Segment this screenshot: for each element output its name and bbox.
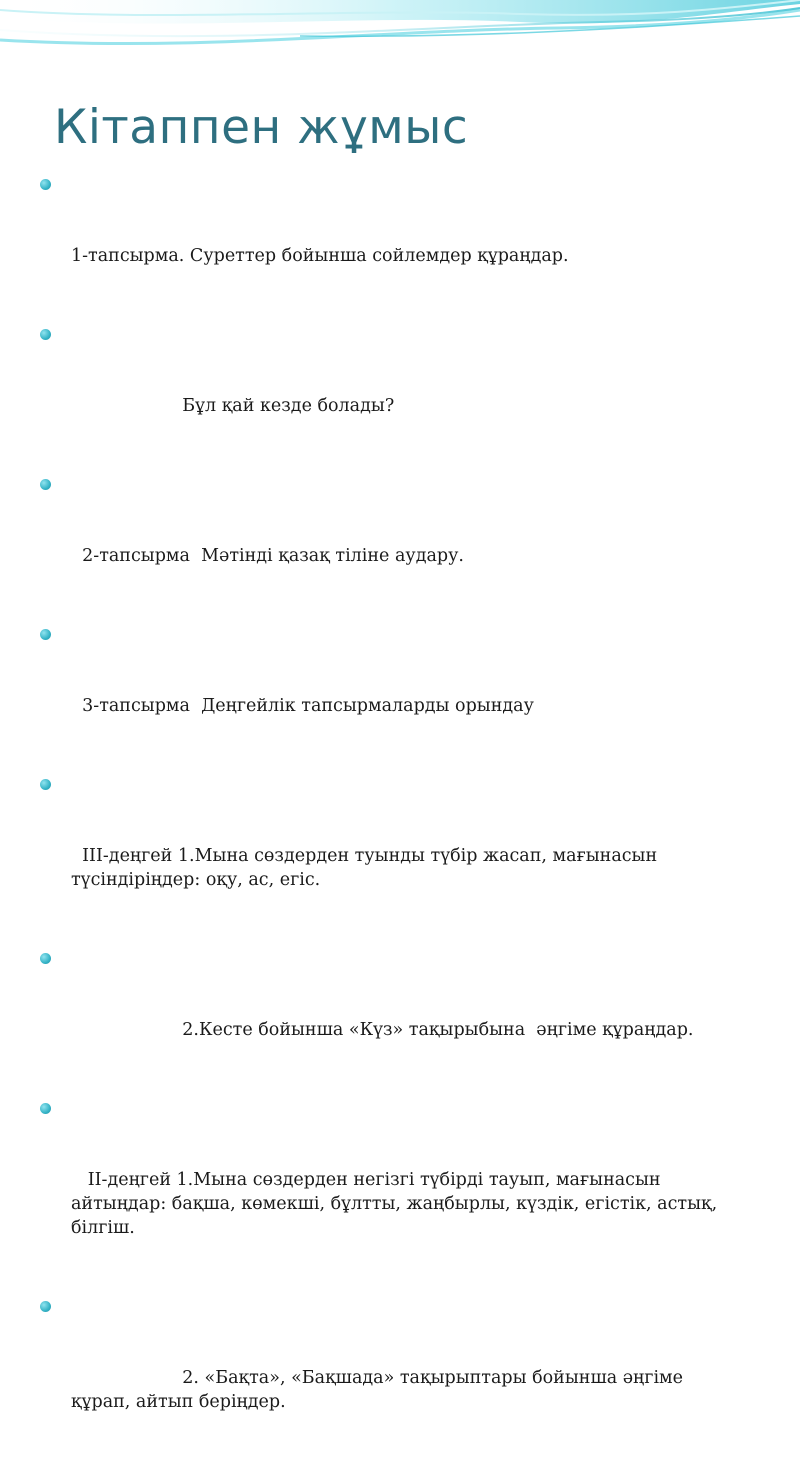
bullet-circle-icon bbox=[40, 179, 51, 190]
decorative-waves bbox=[0, 0, 800, 80]
bullet-text: 3-тапсырма Деңгейлік тапсырмаларды орындау bbox=[71, 696, 534, 716]
list-item bbox=[40, 472, 740, 616]
bullet-text: 1-тапсырма. Суреттер бойынша сойлемдер құраңдар. bbox=[71, 246, 569, 266]
bullet-circle-icon bbox=[40, 629, 51, 640]
bullet-text: ІІ-деңгей 1.Мына сөздерден негізгі түбірді тауып, мағынасын айтыңдар: бақша, көмекші, бұлтты, жаңбырлы, күздік, егістік, астық, білгіш. bbox=[71, 1170, 723, 1238]
list-item bbox=[40, 772, 740, 940]
list-item bbox=[40, 946, 740, 1090]
bullet-text: 2-тапсырма Мәтінді қазақ тіліне аудару. bbox=[71, 546, 464, 566]
list-item bbox=[40, 622, 740, 766]
bullet-text: ІІІ-деңгей 1.Мына сөздерден туынды түбір жасап, мағынасын түсіндіріңдер: оқу, ас, егіс. bbox=[71, 846, 663, 890]
bullet-text: Бұл қай кезде болады? bbox=[71, 396, 395, 416]
list-item bbox=[40, 322, 740, 466]
list-item bbox=[40, 172, 740, 316]
bullet-circle-icon bbox=[40, 953, 51, 964]
list-item bbox=[40, 1096, 740, 1288]
bullet-circle-icon bbox=[40, 479, 51, 490]
list-item bbox=[40, 1294, 740, 1462]
bullet-text: 2.Кесте бойынша «Күз» тақырыбына әңгіме құраңдар. bbox=[71, 1020, 694, 1040]
bullet-circle-icon bbox=[40, 329, 51, 340]
bullet-list bbox=[40, 172, 740, 1468]
bullet-text: 2. «Бақта», «Бақшада» тақырыптары бойынша әңгіме құрап, айтып беріңдер. bbox=[71, 1368, 689, 1412]
slide-title: Кітаппен жұмыс bbox=[54, 100, 469, 155]
bullet-circle-icon bbox=[40, 779, 51, 790]
bullet-circle-icon bbox=[40, 1103, 51, 1114]
bullet-circle-icon bbox=[40, 1301, 51, 1312]
